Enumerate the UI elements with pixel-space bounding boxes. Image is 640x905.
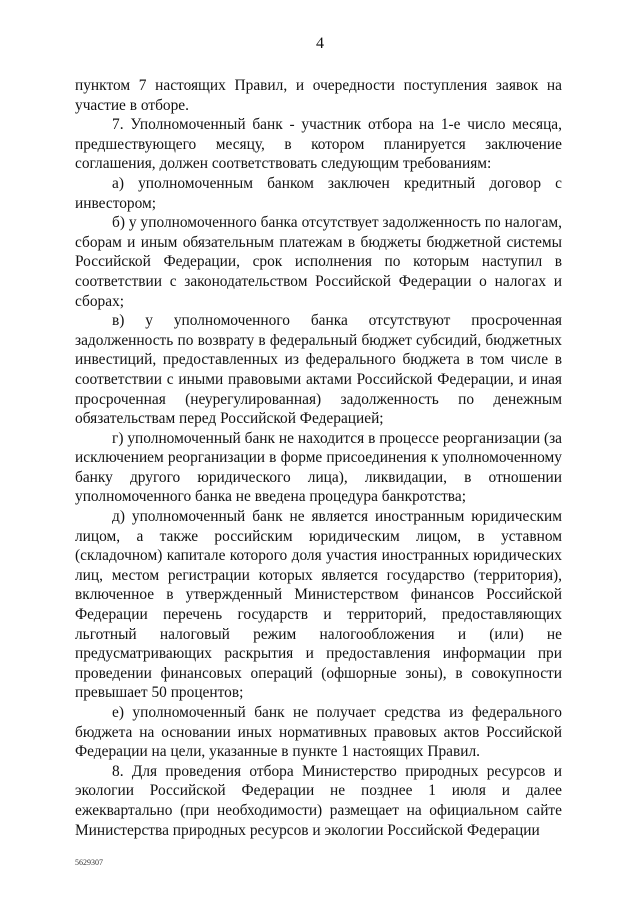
paragraph-clause-7: 7. Уполномоченный банк - участник отбора на 1-е число месяца, предшествующего месяцу, в котором планируется заключение соглашения, должен соответствовать следующим требованиям:	[75, 116, 562, 173]
paragraph-item-d: д) уполномоченный банк не является иностранным юридическим лицом, а также российским юридическим лицом, в уставном (складочном) капитале которого доля участия иностранных юридических лиц, местом регистрации которых является государство (территория), включенное в утвержденный Министерством финансов Российской Федерации перечень государств и территорий, предоставляющих льготный налоговый режим налогообложения и (или) не предусматривающих раскрытия и предоставления информации при проведении финансовых операций (офшорные зоны), в совокупности превышает 50 процентов;	[75, 508, 562, 702]
paragraph-item-v: в) у уполномоченного банка отсутствуют просроченная задолженность по возврату в федеральный бюджет субсидий, бюджетных инвестиций, предоставленных из федерального бюджета в том числе в соответствии с иными правовыми актами Российской Федерации, и иная просроченная (неурегулированная) задолженность по денежным обязательствам перед Российской Федерацией;	[75, 312, 562, 428]
document-body	[75, 76, 562, 840]
paragraph-continuation: пунктом 7 настоящих Правил, и очередности поступления заявок на участие в отборе.	[75, 77, 562, 114]
paragraph-clause-8: 8. Для проведения отбора Министерство природных ресурсов и экологии Российской Федерации не позднее 1 июля и далее ежеквартально (при необходимости) размещает на официальном сайте Министерства природных ресурсов и экологии Российской Федерации	[75, 762, 562, 839]
paragraph-item-a: а) уполномоченным банком заключен кредитный договор с инвестором;	[75, 174, 562, 212]
paragraph-item-e: е) уполномоченный банк не получает средства из федерального бюджета на основании иных нормативных правовых актов Российской Федерации на цели, указанные в пункте 1 настоящих Правил.	[75, 704, 562, 761]
footer-document-code: 5629307	[75, 858, 103, 867]
page-number: 4	[316, 35, 324, 52]
paragraph-item-g: г) уполномоченный банк не находится в процессе реорганизации (за исключением реорганизации в форме присоединения к уполномоченному банку другого юридического лица), ликвидации, в отношении уполномоченного банка не введена процедура банкротства;	[75, 429, 562, 506]
paragraph-item-b: б) у уполномоченного банка отсутствует задолженность по налогам, сборам и иным обязательным платежам в бюджеты бюджетной системы Российской Федерации, срок исполнения по которым наступил в соответствии с законодательством Российской Федерации о налогах и сборах;	[75, 214, 562, 310]
